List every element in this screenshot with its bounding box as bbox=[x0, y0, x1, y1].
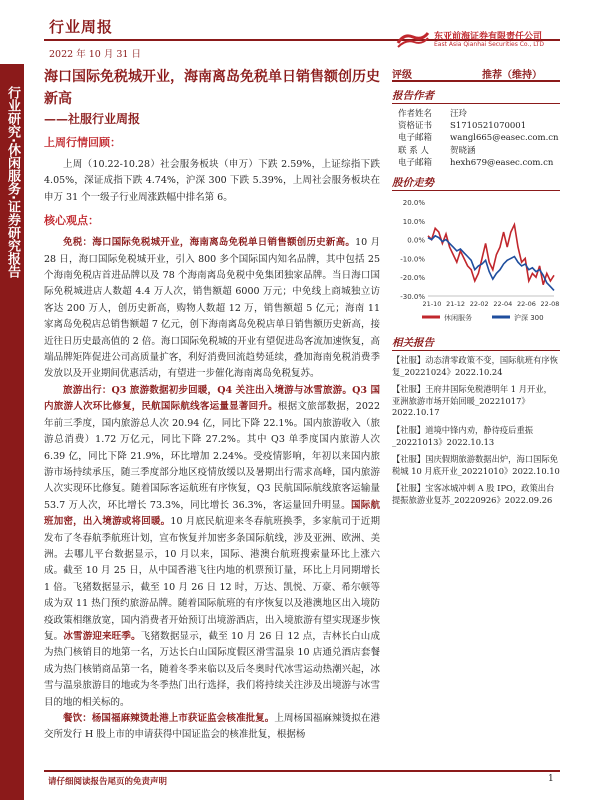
related-report-title: 道境中锋内劝，静待疫后重振_20221013》2022.10.13 bbox=[392, 424, 534, 447]
series-line bbox=[428, 236, 554, 291]
y-tick-label: 10.0% bbox=[402, 217, 425, 226]
x-tick-label: 22-02 bbox=[469, 300, 489, 309]
travel-paragraph bbox=[44, 383, 380, 711]
analyst-info bbox=[392, 108, 560, 169]
catering-body: 上周杨国福麻辣烫拟在港交所发行 H 股上市的申请获得中国证监会的核准批复，根据杨 bbox=[44, 713, 380, 741]
travel-body: 根据文旅部数据，2022 年前三季度，国内旅游总人次 20.94 亿，同比下降 22.1%。国内旅游收入（旅游总消费）1.72 万亿元，同比下降 27.2%。其中 Q3 单季度国内旅游人次 6.39 亿，同比下降 21.9%，环比增加 2.24%。受疫情影响，年初以来国内旅游市场持续承压，随三季度部分地区疫情放缓以及暑期出行需求高峰，国内旅游人次实现环比修复。随着国际客运航班有序恢复，Q3 民航国际航线旅客运输量 53.7 万人次，环比增长 73.3%，同比增长 36.3%，客运量回升明显。 bbox=[44, 401, 380, 511]
related-report-title: 宝客冰城冲刺 A 股 IPO，政策出台提振旅游业复苏_20220926》2022.09.26 bbox=[392, 483, 555, 505]
logo-english-name: East Asia Qianhai Securities Co., LTD bbox=[434, 41, 545, 48]
related-report-title: 国庆假期旅游数据出炉，海口国际免税城 10 月底开业_20221010》2022.10.10 bbox=[392, 454, 560, 476]
related-report-tag: 【社服】 bbox=[392, 483, 426, 494]
catering-paragraph bbox=[44, 711, 380, 744]
duty-free-lead: 免税：海口国际免税城开业，海南离岛免税单日销售额创历史新高。 bbox=[63, 237, 356, 249]
related-report-tag: 【社服】 bbox=[392, 424, 426, 435]
page-number: 1 bbox=[548, 774, 554, 784]
related-report-title: 王府井国际免税港明年 1 月开业，亚洲旅游市场开始回暖_20221017》2022.10.17 bbox=[392, 384, 552, 418]
sidebar-label: 行业研究·休闲服务·证券研究报告 bbox=[5, 86, 20, 278]
catering-lead: 餐饮：杨国福麻辣烫赴港上市获证监会核准批复。 bbox=[63, 713, 275, 724]
disclaimer-link[interactable]: 请仔细阅读报告尾页的免责声明 bbox=[48, 777, 168, 787]
core-view-heading: 核心观点： bbox=[44, 214, 99, 228]
footer-divider bbox=[44, 770, 560, 772]
report-date: 2022 年 10 月 31 日 bbox=[49, 49, 141, 60]
report-subtitle: ——社服行业周报 bbox=[44, 112, 141, 126]
legend-label: 休闲服务 bbox=[444, 314, 472, 323]
analyst-row bbox=[398, 132, 560, 144]
page-footer bbox=[44, 770, 560, 787]
travel-lead: 旅游出行：Q3 旅游数据初步回暖，Q4 关注出入境游与冰雪旅游。Q3 国内旅游人次环比修复，民航国际航线客运量显著回升。 bbox=[44, 384, 380, 413]
category-sidebar bbox=[0, 64, 24, 800]
y-tick-label: -10.0% bbox=[400, 255, 425, 264]
x-tick-label: 22-06 bbox=[516, 300, 536, 309]
analyst-email-link[interactable]: hexh679@easec.com.cn bbox=[450, 157, 554, 168]
chart-heading: 股价走势 bbox=[392, 175, 560, 191]
y-tick-label: -20.0% bbox=[400, 274, 425, 283]
ice-snow-lead: 冰雪游迎来旺季。 bbox=[63, 630, 141, 642]
duty-free-paragraph bbox=[44, 235, 380, 383]
analyst-key: 作者姓名 bbox=[398, 109, 433, 119]
related-report-tag: 【社服】 bbox=[392, 454, 426, 465]
y-tick-label: 20.0% bbox=[402, 199, 425, 208]
weekly-review-paragraph: 上周（10.22-10.28）社会服务板块（申万）下跌 2.59%，上证综指下跌 4.05%，深证成指下跌 4.74%，沪深 300 下跌 5.39%，上周社会服务板块在申万 31 个一级子行业周涨跌幅中排名第 6。 bbox=[44, 159, 380, 203]
related-report-tag: 【社服】 bbox=[392, 355, 426, 366]
rating-label: 评级 bbox=[392, 69, 412, 81]
related-report-link[interactable] bbox=[392, 384, 560, 419]
doc-type-label: 行业周报 bbox=[49, 18, 114, 36]
x-tick-label: 21-10 bbox=[422, 300, 442, 309]
y-tick-label: 0.0% bbox=[407, 236, 425, 245]
related-report-tag: 【社服】 bbox=[392, 384, 426, 395]
analyst-row bbox=[398, 145, 560, 157]
x-tick-label: 21-12 bbox=[446, 300, 466, 309]
company-logo bbox=[396, 27, 560, 57]
related-report-title: 动态清零政策不变，国际航班有序恢复_20221024》2022.10.24 bbox=[392, 355, 558, 377]
analyst-value: S1710521070001 bbox=[450, 121, 527, 132]
related-report-link[interactable] bbox=[392, 425, 560, 448]
y-tick-label: -30.0% bbox=[400, 293, 425, 302]
report-title: 海口国际免税城开业，海南离岛免税单日销售额创历史新高 bbox=[44, 69, 380, 107]
side-panel bbox=[392, 66, 560, 513]
analyst-email-link[interactable]: wangl665@easec.com.cn bbox=[450, 133, 559, 144]
analyst-value: 贺晓涵 bbox=[450, 145, 476, 156]
weekly-review-heading: 上周行情回顾： bbox=[44, 136, 121, 149]
analyst-row bbox=[398, 108, 560, 120]
ice-snow-body: 飞猪数据显示，截至 10 月 26 日 12 点，吉林长白山成为热门核销目的地第一名，万达长白山国际度假区滑雪温泉 10 店通兑酒店套餐成为热门核销商品第一名，随着冬季来临以及后冬奥时代冰雪运动热潮兴起，冰雪与温泉旅游目的地或为冬季热门出行选择，我们将持续关注涉及出境游与冰雪目的地的相关标的。 bbox=[44, 630, 380, 708]
duty-free-body: 10 月 28 日，海口国际免税城开业，引入 800 多个国际国内知名品牌，其中包括 25 个海南免税店首进品牌以及 78 个海南离岛免税中免集团独家品牌。当日海口国际免税城进店人数超 4.4 万人次，销售额超 6000 万元；中免线上商城独立访客达 200 万人，创历史新高，购物人数超 12 万，销售额超 5 亿元；海南 11 家离岛免税店总销售额超 7 亿元，创下海南离岛免税店单日销售额历史新高，接近往日历史最高值的 2 倍。海口国际免税城的开业有望促进岛客流加速恢复，高端品牌矩阵促进公司高质量扩客，利好消费回流趋势延续，叠加海南免税消费季发放以及开业期间优惠活动，有望进一步催化海南离岛免税复苏。 bbox=[44, 237, 380, 380]
analysts-heading: 报告作者 bbox=[392, 88, 560, 104]
analyst-value: 汪玲 bbox=[450, 109, 468, 119]
x-tick-label: 22-04 bbox=[493, 300, 513, 309]
page-header bbox=[0, 0, 600, 64]
logo-mark-icon bbox=[396, 29, 430, 49]
analyst-key: 电子邮箱 bbox=[398, 133, 433, 144]
related-report-link[interactable] bbox=[392, 454, 560, 477]
analyst-row bbox=[398, 120, 560, 132]
main-content bbox=[44, 66, 380, 744]
stock-trend-chart bbox=[392, 194, 560, 329]
stock-chart-box bbox=[392, 175, 560, 329]
intl-flights-lead: 国际航班加密，出入境游或将回暖。 bbox=[44, 499, 380, 528]
analyst-key: 联 系 人 bbox=[398, 145, 429, 156]
analyst-row bbox=[398, 157, 560, 169]
x-tick-label: 22-08 bbox=[540, 300, 560, 309]
related-report-link[interactable] bbox=[392, 483, 560, 506]
rating-bar bbox=[392, 66, 560, 82]
related-report-link[interactable] bbox=[392, 355, 560, 378]
related-reports-list bbox=[392, 355, 560, 507]
analyst-key: 资格证书 bbox=[398, 121, 433, 132]
rating-value: 推荐（维持） bbox=[482, 69, 542, 81]
related-reports-heading: 相关报告 bbox=[392, 335, 560, 351]
intl-flights-body: 10 月底民航迎来冬春航班换季，多家航司于近期发布了冬春航季航班计划，宣布恢复并加密多条国际航线，涉及亚洲、欧洲、美洲。去哪儿平台数据显示，10 月以来，国际、港澳台航班搜索量环比上涨六成。截至 10 月 25 日，从中国香港飞往内地的机票预订量，环比上月同期增长 1 倍。飞猪数据显示，截至 10 月 26 日 12 时，万达、凯悦、万豪、希尔顿等成为双 11 热门预约旅游品牌。随着国际航班的有序恢复以及港澳地区出入境防疫政策相继放宽，国内消费者开始预订出境游酒店，出入境旅游有望实现逐步恢复。 bbox=[44, 516, 380, 642]
legend-label: 沪深 300 bbox=[514, 314, 544, 323]
logo-chinese-name: 东亚前海证券有限责任公司 bbox=[434, 32, 543, 42]
analyst-key: 电子邮箱 bbox=[398, 157, 433, 168]
